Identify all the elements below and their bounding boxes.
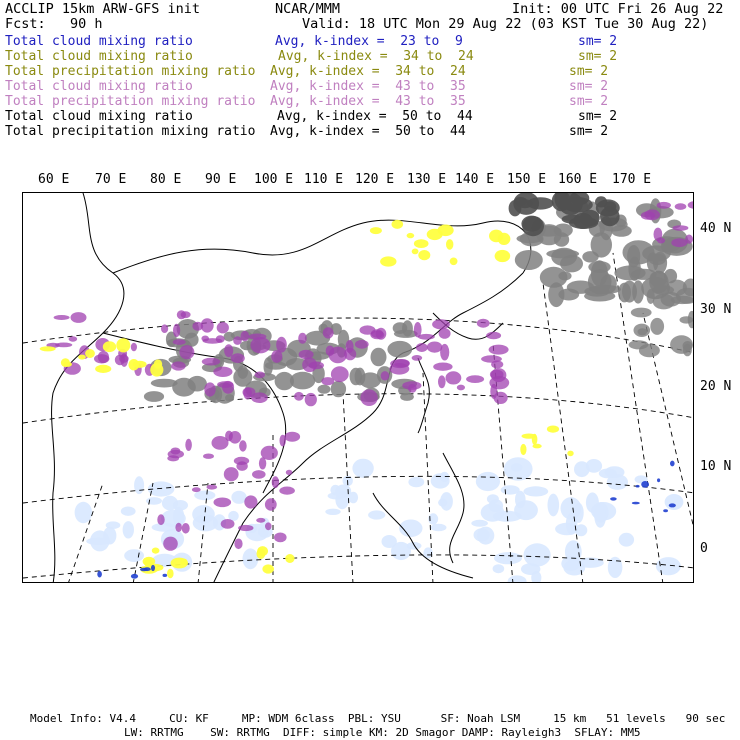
light-cloud-area: [368, 510, 385, 519]
light-cloud-area: [75, 502, 92, 523]
model-info-line1: Model Info: V4.4 CU: KF MP: WDM 6class PBL: YSU SF: Noah LSM 15 km 51 levels 90 sec: [30, 712, 726, 725]
mid-cloud-area: [489, 345, 509, 355]
high-cloud-area: [639, 344, 660, 358]
light-cloud-area: [477, 527, 494, 545]
low-cloud-area: [418, 250, 430, 260]
light-cloud-area: [90, 530, 110, 551]
mid-cloud-area: [477, 319, 490, 328]
mid-cloud-area: [224, 467, 239, 481]
mid-cloud-area: [163, 537, 178, 551]
legend-field-label: Total precipitation mixing ratio: [5, 64, 256, 79]
mid-cloud-area: [644, 209, 660, 220]
low-cloud-area: [567, 451, 573, 457]
init-time: Init: 00 UTC Fri 26 Aug 22: [512, 1, 724, 17]
light-cloud-area: [494, 552, 522, 564]
low-cloud-area: [63, 362, 72, 367]
high-cloud-area: [650, 318, 664, 335]
precip-spot: [670, 461, 675, 467]
low-cloud-area: [450, 258, 458, 266]
mid-cloud-area: [654, 228, 663, 241]
light-cloud-area: [243, 548, 259, 569]
mid-cloud-area: [321, 377, 334, 385]
mid-cloud-area: [299, 350, 314, 359]
mid-cloud-area: [672, 225, 688, 231]
mid-cloud-area: [439, 328, 451, 339]
mid-cloud-area: [248, 334, 266, 340]
light-cloud-area: [124, 549, 144, 562]
mid-cloud-area: [243, 387, 252, 399]
longitude-label: 130 E: [407, 172, 447, 187]
longitude-label: 100 E: [254, 172, 294, 187]
longitude-gridline: [543, 283, 583, 583]
precip-spot: [610, 497, 617, 500]
precip-spot: [151, 565, 155, 571]
high-cloud-area: [540, 267, 568, 288]
mid-cloud-area: [234, 539, 242, 550]
legend-field-label: Total cloud mixing ratio: [5, 109, 193, 124]
low-cloud-area: [522, 434, 537, 439]
precip-spot: [663, 509, 668, 512]
mid-cloud-area: [204, 382, 215, 396]
high-cloud-area: [355, 368, 366, 386]
low-cloud-area: [520, 444, 526, 455]
precip-spot: [636, 485, 640, 488]
mid-cloud-area: [157, 514, 164, 525]
latitude-label: 20 N: [700, 379, 732, 394]
low-cloud-area: [116, 338, 130, 352]
legend-field-label: Total cloud mixing ratio: [5, 79, 193, 94]
light-cloud-area: [146, 497, 162, 505]
low-cloud-area: [152, 548, 160, 554]
precip-spot: [657, 478, 660, 482]
mid-cloud-area: [171, 361, 186, 370]
high-cloud-area: [371, 348, 387, 367]
mid-cloud-area: [481, 355, 502, 362]
high-cloud-area: [144, 391, 164, 402]
legend-smoothing: sm= 2: [569, 79, 609, 94]
mid-cloud-area: [238, 525, 253, 531]
longitude-label: 150 E: [507, 172, 547, 187]
low-cloud-area: [285, 554, 294, 563]
mid-cloud-area: [54, 315, 70, 320]
low-cloud-area: [171, 558, 188, 569]
mid-cloud-area: [239, 440, 247, 451]
mid-cloud-area: [360, 325, 376, 334]
light-cloud-area: [152, 523, 177, 532]
longitude-label: 60 E: [38, 172, 70, 187]
mid-cloud-area: [252, 470, 266, 479]
mid-cloud-area: [494, 392, 508, 404]
mid-cloud-area: [213, 367, 232, 377]
mid-cloud-area: [657, 202, 671, 209]
mid-cloud-area: [490, 370, 504, 380]
precip-spot: [140, 568, 148, 571]
mid-cloud-area: [671, 238, 687, 247]
legend-smoothing: sm= 2: [578, 34, 618, 49]
mid-cloud-area: [344, 348, 356, 360]
mid-cloud-area: [286, 470, 293, 475]
legend-avg-range: Avg, k-index = 50 to 44: [270, 124, 466, 139]
high-cloud-area: [595, 196, 607, 207]
longitude-label: 170 E: [612, 172, 652, 187]
mid-cloud-area: [298, 333, 307, 344]
legend-field-label: Total precipitation mixing ratio: [5, 124, 256, 139]
mid-cloud-area: [175, 523, 182, 532]
low-cloud-area: [446, 239, 453, 250]
high-cloud-area: [400, 393, 414, 401]
legend-field-label: Total cloud mixing ratio: [5, 49, 193, 64]
light-cloud-area: [440, 492, 453, 511]
low-cloud-area: [412, 249, 419, 255]
light-cloud-area: [134, 476, 144, 494]
light-cloud-area: [431, 524, 447, 532]
low-cloud-area: [414, 239, 429, 248]
light-cloud-area: [524, 543, 551, 566]
high-cloud-area: [688, 311, 694, 328]
light-cloud-area: [192, 505, 215, 523]
mid-cloud-area: [203, 454, 214, 459]
mid-cloud-area: [244, 495, 257, 508]
mid-cloud-area: [255, 372, 266, 379]
mid-cloud-area: [214, 498, 232, 508]
precip-spot: [641, 481, 649, 488]
institution-label: NCAR/MMM: [275, 1, 341, 17]
mid-cloud-area: [279, 487, 295, 495]
legend-smoothing: sm= 2: [578, 49, 618, 64]
legend-smoothing: sm= 2: [578, 109, 618, 124]
mid-cloud-area: [168, 450, 184, 458]
mid-cloud-area: [414, 322, 422, 337]
mid-cloud-area: [265, 522, 272, 530]
high-cloud-area: [172, 378, 196, 397]
mid-cloud-area: [221, 519, 235, 529]
mid-cloud-area: [294, 392, 304, 401]
low-cloud-area: [133, 361, 147, 368]
legend-avg-range: Avg, k-index = 34 to 24: [278, 49, 474, 64]
mid-cloud-area: [131, 343, 137, 352]
light-cloud-area: [515, 491, 526, 509]
low-cloud-area: [489, 230, 503, 243]
low-cloud-area: [95, 365, 111, 373]
mid-cloud-area: [98, 351, 109, 363]
high-cloud-area: [290, 372, 315, 390]
light-cloud-area: [565, 540, 582, 563]
legend-smoothing: sm= 2: [569, 64, 609, 79]
mid-cloud-area: [432, 319, 450, 329]
mid-cloud-area: [457, 385, 465, 391]
coastline: [113, 220, 531, 273]
legend-avg-range: Avg, k-index = 43 to 35: [270, 94, 466, 109]
high-cloud-area: [638, 328, 648, 335]
mid-cloud-area: [685, 235, 693, 244]
low-cloud-area: [407, 233, 415, 238]
longitude-label: 90 E: [205, 172, 237, 187]
legend-field-label: Total precipitation mixing ratio: [5, 94, 256, 109]
mid-cloud-area: [280, 435, 286, 447]
light-cloud-area: [476, 472, 500, 491]
low-cloud-area: [257, 548, 266, 559]
forecast-hour: Fcst: 90 h: [5, 16, 103, 32]
mid-cloud-area: [688, 201, 694, 209]
valid-time: Valid: 18 UTC Mon 29 Aug 22 (03 KST Tue 30 Aug 22): [302, 16, 709, 32]
mid-cloud-area: [182, 523, 190, 534]
light-cloud-area: [508, 575, 527, 583]
high-cloud-area: [618, 283, 631, 303]
mid-cloud-area: [309, 362, 324, 370]
low-cloud-area: [167, 569, 174, 579]
low-cloud-area: [262, 564, 274, 573]
low-cloud-area: [154, 359, 162, 368]
high-cloud-area: [582, 251, 598, 262]
mid-cloud-area: [192, 322, 203, 331]
light-cloud-area: [619, 533, 634, 547]
high-cloud-area: [683, 341, 693, 351]
mid-cloud-area: [433, 363, 452, 371]
light-cloud-area: [511, 463, 523, 471]
light-cloud-area: [493, 564, 505, 573]
high-cloud-area: [600, 207, 620, 226]
mid-cloud-area: [251, 392, 268, 403]
high-cloud-area: [631, 308, 652, 318]
light-cloud-area: [555, 523, 578, 535]
legend-avg-range: Avg, k-index = 43 to 35: [270, 79, 466, 94]
mid-cloud-area: [207, 485, 218, 490]
light-cloud-area: [121, 507, 136, 516]
light-cloud-area: [523, 486, 548, 496]
mid-cloud-area: [202, 358, 220, 366]
latitude-label: 10 N: [700, 459, 732, 474]
high-cloud-area: [567, 281, 594, 294]
mid-cloud-area: [284, 432, 300, 442]
mid-cloud-area: [305, 393, 317, 406]
mid-cloud-area: [192, 487, 201, 492]
mid-cloud-area: [274, 533, 287, 543]
legend-avg-range: Avg, k-index = 23 to 9: [275, 34, 463, 49]
longitude-label: 110 E: [304, 172, 344, 187]
low-cloud-area: [40, 346, 56, 351]
light-cloud-area: [574, 461, 590, 477]
light-cloud-area: [548, 494, 560, 517]
mid-cloud-area: [212, 436, 229, 450]
light-cloud-area: [173, 500, 188, 511]
low-cloud-area: [495, 250, 511, 262]
low-cloud-area: [85, 349, 95, 358]
legend-field-label: Total cloud mixing ratio: [5, 34, 193, 49]
mid-cloud-area: [394, 359, 410, 367]
longitude-label: 160 E: [558, 172, 598, 187]
mid-cloud-area: [185, 439, 192, 451]
mid-cloud-area: [217, 322, 229, 333]
longitude-label: 70 E: [95, 172, 127, 187]
mid-cloud-area: [259, 457, 266, 469]
mid-cloud-area: [276, 337, 287, 353]
mid-cloud-area: [466, 375, 484, 383]
legend-smoothing: sm= 2: [569, 124, 609, 139]
light-cloud-area: [382, 535, 397, 548]
mid-cloud-area: [231, 353, 245, 363]
mid-cloud-area: [203, 338, 223, 344]
latitude-label: 40 N: [700, 221, 732, 236]
low-cloud-area: [103, 341, 116, 352]
high-cloud-area: [580, 210, 600, 226]
mid-cloud-area: [71, 312, 87, 323]
model-title: ACCLIP 15km ARW-GFS init: [5, 1, 201, 17]
precip-spot: [163, 574, 168, 577]
low-cloud-area: [143, 557, 156, 566]
light-cloud-area: [665, 494, 684, 510]
mid-cloud-area: [179, 345, 194, 359]
mid-cloud-area: [177, 310, 186, 319]
low-cloud-area: [380, 256, 396, 266]
high-cloud-area: [387, 341, 412, 358]
light-cloud-area: [471, 520, 488, 527]
mid-cloud-area: [69, 336, 78, 341]
high-cloud-area: [546, 249, 579, 258]
mid-cloud-area: [119, 355, 129, 363]
mid-cloud-area: [412, 355, 423, 361]
mid-cloud-area: [241, 331, 250, 341]
mid-cloud-area: [446, 371, 462, 384]
map-panel: [22, 192, 694, 583]
precip-spot: [97, 571, 102, 578]
mid-cloud-area: [173, 339, 186, 345]
low-cloud-area: [392, 220, 404, 229]
high-cloud-area: [515, 250, 543, 270]
mid-cloud-area: [486, 332, 501, 340]
latitude-label: 30 N: [700, 302, 732, 317]
light-cloud-area: [325, 509, 340, 515]
mid-cloud-area: [173, 324, 180, 337]
light-cloud-area: [487, 494, 499, 504]
mid-cloud-area: [323, 327, 334, 338]
mid-cloud-area: [427, 342, 442, 353]
mid-cloud-area: [55, 343, 72, 348]
mid-cloud-area: [161, 324, 168, 333]
precip-spot: [632, 502, 640, 505]
light-cloud-area: [594, 504, 606, 528]
mid-cloud-area: [438, 375, 446, 388]
light-cloud-area: [561, 497, 582, 519]
high-cloud-area: [623, 240, 655, 264]
light-cloud-area: [123, 521, 134, 538]
high-cloud-area: [224, 332, 235, 342]
light-cloud-area: [599, 469, 617, 479]
precip-spot: [131, 574, 138, 579]
high-cloud-area: [600, 274, 617, 293]
longitude-label: 120 E: [355, 172, 395, 187]
mid-cloud-area: [233, 336, 242, 345]
light-cloud-area: [408, 477, 424, 487]
map-canvas: [23, 193, 694, 583]
low-cloud-area: [533, 444, 542, 449]
low-cloud-area: [78, 355, 86, 360]
low-cloud-area: [370, 227, 382, 234]
mid-cloud-area: [265, 498, 277, 510]
longitude-label: 140 E: [455, 172, 495, 187]
model-info-line2: LW: RRTMG SW: RRTMG DIFF: simple KM: 2D Smagor DAMP: Rayleigh3 SFLAY: MM5: [124, 726, 641, 739]
mid-cloud-area: [675, 203, 687, 210]
longitude-label: 80 E: [150, 172, 182, 187]
coastline: [418, 358, 429, 433]
mid-cloud-area: [402, 381, 421, 390]
coastline: [103, 333, 286, 493]
high-cloud-area: [649, 271, 666, 288]
low-cloud-area: [547, 426, 559, 433]
mid-cloud-area: [272, 476, 279, 488]
legend-smoothing: sm= 2: [569, 94, 609, 109]
latitude-label: 0: [700, 541, 708, 556]
high-cloud-area: [653, 252, 667, 274]
light-cloud-area: [656, 557, 681, 575]
high-cloud-area: [522, 216, 544, 236]
mid-cloud-area: [416, 343, 428, 352]
light-cloud-area: [431, 473, 450, 488]
mid-cloud-area: [329, 347, 347, 364]
mid-cloud-area: [355, 340, 369, 349]
mid-cloud-area: [256, 518, 265, 523]
high-cloud-area: [318, 385, 331, 394]
high-cloud-area: [614, 266, 645, 281]
light-cloud-area: [352, 459, 373, 478]
mid-cloud-area: [360, 389, 377, 406]
legend-avg-range: Avg, k-index = 34 to 24: [270, 64, 466, 79]
mid-cloud-area: [224, 344, 233, 357]
legend-avg-range: Avg, k-index = 50 to 44: [277, 109, 473, 124]
high-cloud-area: [652, 285, 674, 294]
low-cloud-area: [438, 225, 454, 237]
mid-cloud-area: [229, 431, 241, 444]
mid-cloud-area: [217, 381, 233, 388]
mid-cloud-area: [234, 457, 249, 465]
mid-cloud-area: [381, 371, 390, 380]
precip-spot: [669, 503, 676, 507]
light-cloud-area: [349, 492, 359, 504]
